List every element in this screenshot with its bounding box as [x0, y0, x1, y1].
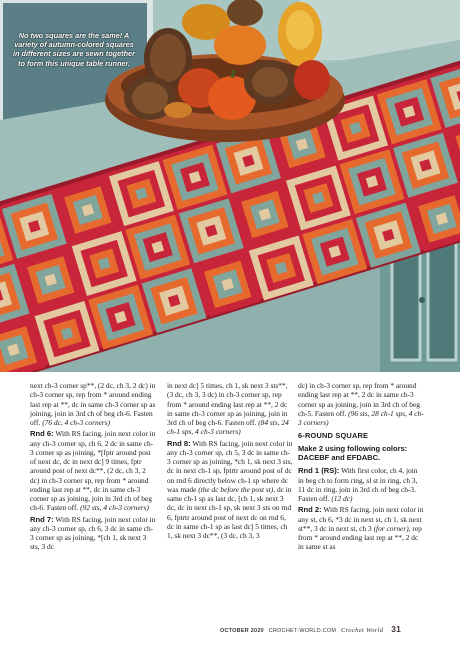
round-instruction — [298, 505, 424, 551]
stitch-count-note: (12 dc) — [331, 494, 353, 504]
round-instruction — [30, 515, 156, 552]
magazine-name: Crochet World — [340, 627, 384, 634]
round-instruction — [167, 439, 293, 541]
instruction-text: With RS facing, join next color in any ch-3 corner sp, ch 6, 3 dc in same ch-3 corner sp as joining, *[ch 1, sk next 3 sts, 3 dc — [30, 514, 156, 552]
photo-caption: No two squares are the same! A variety of autumn-colored squares in different sizes are sewn together to form this unique table runner. — [13, 31, 135, 68]
text-column-1 — [30, 381, 156, 554]
stitch-count-note: (92 sts, 4 ch-3 corners) — [80, 503, 149, 513]
round-label: Rnd 6: — [30, 429, 54, 439]
stitch-count-note: (84 sts, 24 ch-1 sps, 4 ch-3 corners) — [167, 418, 289, 437]
round-label: Rnd 7: — [30, 514, 54, 524]
instruction-text: With RS facing, join next color in any ch-3 corner sp, ch 6, 2 dc in same ch-3 corner sp as joining, *[fptr around post of next dc, dc in next dc] 9 times, fptr around post of next dc**, (2 dc, ch 3, 2 dc) in ch-3 corner sp, rep from * around ending last rep at **, dc in same ch-3 corner sp as joining, join in 3rd ch of beg ch-6. Fasten off. — [30, 429, 156, 513]
round-label: Rnd 8: — [167, 438, 191, 448]
text-column-2 — [167, 381, 293, 542]
instruction-text: With first color, ch 4, join in beg ch to form ring, sl st in ring, ch 3, 11 dc in ring, join in 3rd ch of beg ch-3. Fasten off. — [298, 466, 418, 504]
section-heading: 6-ROUND SQUARE — [298, 431, 369, 441]
instruction-text: dc in same ch-1 sp as last dc, [ch 1, sk next 3 dc, dc in next ch-1 sp, sk next 3 sts on rnd 6, fptrtr around post of next dc on rnd 6, dc in same ch-1 sp as last dc] 5 times, ch 1, sk next 3 dc**, (3 dc, ch 3, 3 — [167, 484, 292, 540]
round-instruction — [298, 466, 424, 503]
instruction-text: dc) in ch-3 corner sp, rep from * around ending last rep at **, 2 dc in same ch-3 corner sp as joining, join in 3rd ch of beg ch-5. Fasten off. — [298, 381, 420, 418]
stitch-count-note: (76 dc, 4 ch-3 corners) — [42, 418, 111, 427]
stitch-count-note: (for corner), — [373, 523, 411, 533]
round-label: Rnd 2: — [298, 505, 322, 515]
page-number: 31 — [391, 624, 402, 634]
stitch-count-note: (the dc before the post st), — [198, 484, 276, 494]
instruction-text: With RS facing, join next color in any ch-3 corner sp, ch 5, 3 dc in same ch-3 corner sp as joining, *ch 1, sk next 3 sts, dc in next ch-1 sp, fptrtr around post of dc on rnd 6 directly below ch-1 sp where dc was made — [167, 438, 293, 494]
instruction-text: in next dc] 5 times, ch 1, sk next 3 sts**, (3 dc, ch 3, 3 dc) in ch-3 corner sp, rep from * around ending last rep at **, 2 dc in same ch-3 corner sp as joining, join in 3rd ch of beg ch-6. Fasten off. — [167, 381, 288, 427]
instruction-text: rep from * around ending last rep at **, 2 dc in same st as — [298, 523, 422, 552]
instruction-text: With RS facing, join next color in any st, ch 6, *3 dc in next st, ch 1, sk next st**, 3 dc in next st, ch 3 — [298, 505, 424, 533]
instruction-paragraph — [298, 381, 424, 427]
round-label: Rnd 1 (RS): — [298, 466, 340, 476]
website: CROCHET-WORLD.COM — [268, 628, 337, 634]
text-column-3 — [298, 381, 424, 554]
round-instruction — [30, 429, 156, 512]
instruction-paragraph — [167, 381, 293, 437]
instruction-text: next ch-3 corner sp**, (2 dc, ch 3, 2 dc) in ch-3 corner sp, rep from * around ending last rep at **, dc in same ch-3 corner sp as joining, join in 3rd ch of beg ch-6. Fasten off. — [30, 381, 156, 427]
colors-instruction: Make 2 using following colors: DACEBF and EFDABC. — [298, 443, 408, 462]
stitch-count-note: (96 sts, 28 ch-1 sps, 4 ch-3 corners) — [298, 408, 424, 427]
page-footer — [220, 624, 401, 634]
issue-date: OCTOBER 2020 — [220, 628, 264, 634]
instruction-paragraph — [30, 381, 156, 427]
